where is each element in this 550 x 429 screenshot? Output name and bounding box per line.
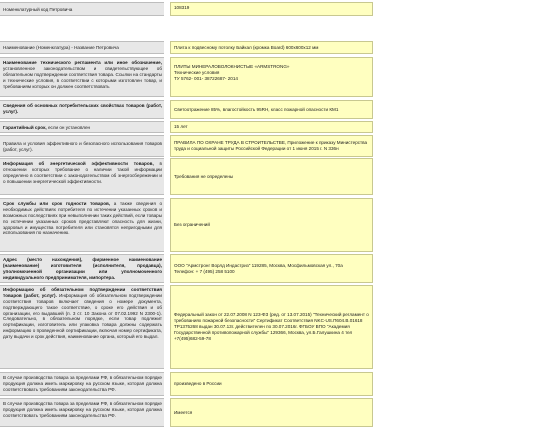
row-value-line: ООО "Армстронг Ворлд Индастриз" 119285, Москва, Мосфильмовская ул., 70а xyxy=(174,262,343,268)
row-value-line: ПЛИТЫ МИНЕРАЛОВОЛОКНИСТЫЕ «ARMSTRONG» xyxy=(174,64,290,69)
row-label xyxy=(0,135,164,157)
row-manufacturer xyxy=(0,254,550,283)
row-label-bold: Наименование технического регламента или иное обозначение, xyxy=(3,60,162,65)
row-label-bold: Информацию об обязательном подтверждении соответствия товаров (работ, услуг). xyxy=(3,287,162,298)
row-label xyxy=(0,100,164,119)
row-certification xyxy=(0,285,550,369)
row-value[interactable] xyxy=(170,254,373,283)
row-usage-rules xyxy=(0,135,550,157)
row-value-line: Имеется xyxy=(174,409,193,415)
row-label-text: если он установлен xyxy=(46,124,91,130)
row-value-line: ПРАВИЛА ПО ОХРАНЕ ТРУДА В СТРОИТЕЛЬСТВЕ, Приложение к приказу Министерства труда и социальной защиты Российской Федерации от 1 июня 2015 г. N 336н xyxy=(174,140,368,151)
row-value[interactable] xyxy=(170,41,373,54)
row-label-text: Номенклатурный код Петровича xyxy=(3,6,73,12)
row-value-line: Светоотражение 85%, влагостойкость 95RH, класс пожарной опасности КМ1 xyxy=(174,106,339,112)
row-label-text: в отношении которых требование о наличии такой информации определено в соответствии с законодательством об энергосбережении и о повышении энергетической эффективности. xyxy=(3,161,162,184)
row-value[interactable] xyxy=(170,2,373,16)
row-value-line: Федеральный закон от 22.07.2008 N 123-ФЗ (ред. от 13.07.2015) "Технический регламент о требованиях пожарной безопасности" Сертификат Соответствия NKC-US.П604.В.01618 ТР1375268 выдан 30.07.13г. действителен по 30.07.2016г. ФГБОУ ВПО "Академия Государственной противопожарной службы" 129366, Москва, ул.Б.Галушкина 4 тел +7(495)682-59-78 xyxy=(174,312,369,341)
row-value-line: 15 лет xyxy=(174,124,188,130)
row-value-line: произведено в России xyxy=(174,381,222,387)
row-label xyxy=(0,285,164,369)
row-label xyxy=(0,121,164,133)
row-label xyxy=(0,158,164,195)
row-label-text: Наименование (Номенклатура) - Название Петровича xyxy=(3,45,119,51)
row-russian-labeling-presence xyxy=(0,398,550,427)
row-label xyxy=(0,198,164,252)
row-value[interactable] xyxy=(170,135,373,157)
row-value[interactable] xyxy=(170,198,373,252)
row-value[interactable] xyxy=(170,158,373,195)
row-value[interactable] xyxy=(170,100,373,119)
row-value-line: Технические условия xyxy=(174,69,220,75)
row-label-text: В случае производства товара за пределами РФ, в обязательном порядке продукция должна иметь маркировку на русском языке, которая должна соответствовать требованиям законодательства РФ. xyxy=(3,375,162,392)
row-value-line: Без ограничений xyxy=(174,222,210,228)
row-warranty xyxy=(0,121,550,133)
row-label xyxy=(0,398,164,427)
row-label xyxy=(0,254,164,283)
row-value[interactable] xyxy=(170,57,373,97)
row-value-line: 108319 xyxy=(174,5,190,10)
row-value-line: Телефон: + 7 (495) 258 5100 xyxy=(174,268,235,274)
row-product-name xyxy=(0,41,550,54)
row-value[interactable] xyxy=(170,398,373,427)
row-label-text: Правила и условия эффективного и безопасного использования товаров (работ, услуг). xyxy=(3,140,162,152)
row-service-life xyxy=(0,198,550,252)
row-label xyxy=(0,2,164,16)
row-consumer-properties xyxy=(0,100,550,119)
row-label xyxy=(0,372,164,396)
row-energy-efficiency xyxy=(0,158,550,195)
row-russian-labeling xyxy=(0,372,550,396)
row-label xyxy=(0,41,164,54)
row-value-line: Требования не определены xyxy=(174,173,234,179)
row-value[interactable] xyxy=(170,372,373,396)
row-label-text: В случае производства товара за пределами РФ, в обязательном порядке продукция должна иметь маркировку на русском языке, которая должна соответствовать требованиям законодательства РФ. xyxy=(3,401,162,418)
row-tech-regulation xyxy=(0,57,550,97)
row-label-bold: Адрес (место нахождения), фирменное наименование (наименование) изготовителя (исполнителя, продавца), уполномоченной организации или уполномоченного индивидуального предпринимателя, импортера. xyxy=(3,257,162,280)
row-value[interactable] xyxy=(170,285,373,369)
row-product-code xyxy=(0,2,550,16)
row-value-line: Плита к подвесному потолку Байкал (кромка Board) 600х600х12 мм xyxy=(174,44,319,50)
row-label-bold: Гарантийный срок, xyxy=(3,124,47,130)
row-label-bold: Информация об энергетической эффективности товаров, xyxy=(3,161,154,166)
row-label-bold: Сведения об основных потребительских свойствах товаров (работ, услуг). xyxy=(3,103,162,114)
row-label-bold: Срок службы или срок годности товаров, xyxy=(3,201,111,206)
row-value-line: ТУ 5762- 001- 38722687- 2014 xyxy=(174,75,238,81)
row-label-text: Информация об обязательном подтверждении соответствия товаров включает сведения о номере документа, подтверждающего такое соответствие, о сроке его действия и об организации, его выдавшей (п. 3 ст. 10 Закона от 07.02.1992 N 2300-1). Следовательно, в обязательном порядке, если товар подлежит сертификации, изготовитель или упаковка товара должны содержать информацию о проведенной сертификации, включая номер сертификата, дату выдачи и срок действия, наименование органа, который его выдал. xyxy=(3,292,162,339)
row-label-text: а также сведения о необходимых действиях потребителя по истечении указанных сроков и возможных последствиях при невыполнении таких действий, если товары по истечении указанных сроков представляют опасность для жизни, здоровья и имущества потребителя или становятся непригодными для использования по назначению. xyxy=(3,201,163,236)
row-label xyxy=(0,57,164,97)
row-label-text: установленное законодательством и свидетельствующее об обязательном подтверждении соответствия товара. Ссылки на стандарты и технические условия, в соответствии с которыми изготовлен товар, и требованиям которых он должен соответствовать xyxy=(3,65,162,89)
row-value[interactable] xyxy=(170,121,373,133)
